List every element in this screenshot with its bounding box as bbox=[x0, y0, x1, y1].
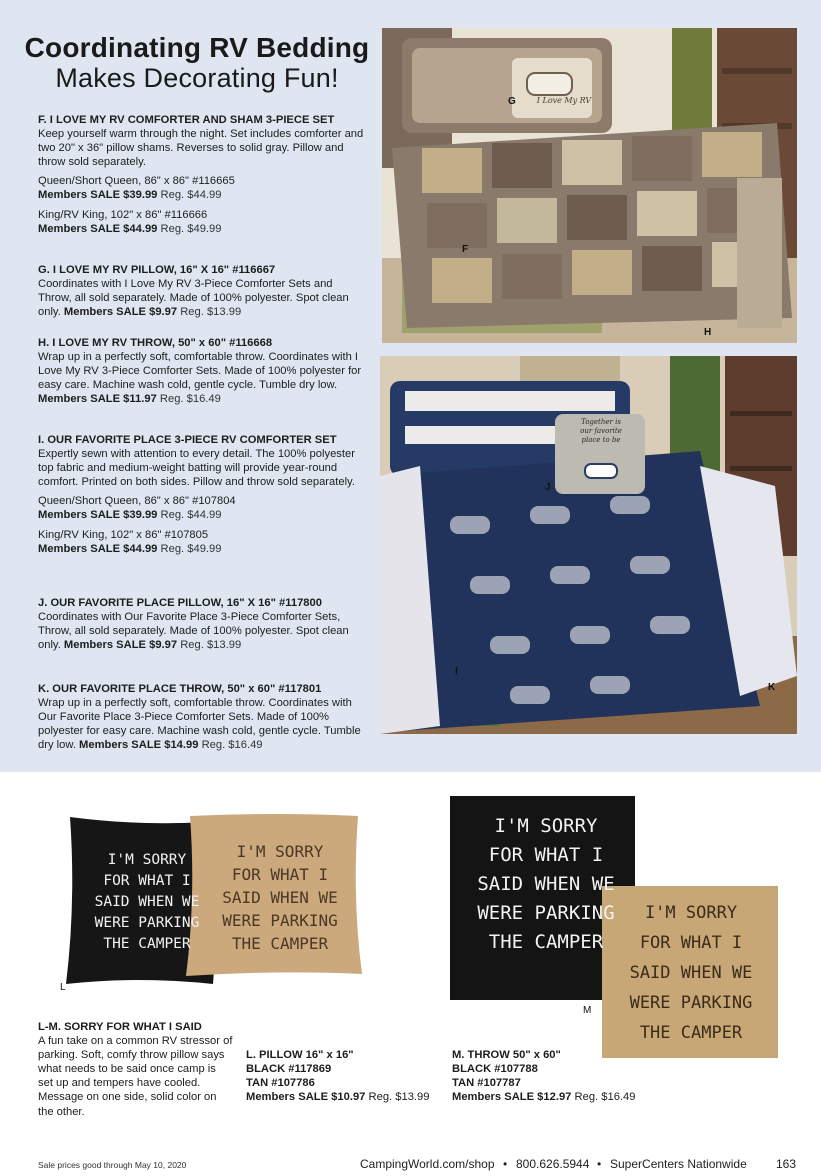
pillow-pricing bbox=[246, 1048, 446, 1104]
throw-pricing bbox=[452, 1048, 652, 1104]
regular-price: Reg. $13.99 bbox=[180, 639, 242, 652]
throw-title: M. THROW 50" x 60" bbox=[452, 1049, 561, 1061]
item-h bbox=[38, 336, 368, 406]
bed-illustration-favorite-place bbox=[380, 356, 797, 734]
item-k bbox=[38, 682, 368, 752]
footer-centers: SuperCenters Nationwide bbox=[610, 1157, 747, 1171]
item-title: G. I LOVE MY RV PILLOW, 16" X 16" #116667 bbox=[38, 264, 276, 276]
headline-line1: Coordinating RV Bedding bbox=[24, 32, 370, 63]
regular-price: Reg. $16.49 bbox=[201, 739, 263, 752]
item-size: King/RV King, 102" x 86" #116666 bbox=[38, 208, 208, 221]
members-price: Members SALE $12.97 bbox=[452, 1091, 572, 1104]
members-price: Members SALE $44.99 bbox=[38, 222, 158, 235]
page-number: 163 bbox=[776, 1157, 797, 1171]
regular-price: Reg. $44.99 bbox=[160, 509, 222, 522]
members-price: Members SALE $9.97 bbox=[63, 306, 178, 319]
item-title: I. OUR FAVORITE PLACE 3-PIECE RV COMFORTER SET bbox=[38, 434, 337, 446]
item-size: Queen/Short Queen, 86" x 86" #107804 bbox=[38, 495, 236, 508]
photo-sorry-pillows bbox=[58, 812, 368, 990]
pillow-tan-text: I'M SORRY FOR WHAT I SAID WHEN WE WERE PARKING THE CAMPER bbox=[222, 842, 338, 953]
footer-bullet: • bbox=[597, 1157, 602, 1171]
members-price: Members SALE $10.97 bbox=[246, 1091, 366, 1104]
footer-phone[interactable]: 800.626.5944 bbox=[516, 1157, 590, 1171]
pillow-black-text: I'M SORRY FOR WHAT I SAID WHEN WE WERE PARKING THE CAMPER bbox=[94, 852, 200, 952]
item-desc: Wrap up in a perfectly soft, comfortable throw. Coordinates with I Love My RV 3-Piece Comforter Sets. Made of 100% polyester for easy care. Machine wash cold, gentle cycle. Tumble dry low. bbox=[38, 351, 362, 392]
item-desc: Keep yourself warm through the night. Set includes comforter and two 20" x 36" pillow shams. Reverses to solid gray. Pillow and throw sold separately. bbox=[38, 128, 364, 169]
photo-our-favorite-place-bed bbox=[380, 356, 797, 734]
throw-black-sku: BLACK #107788 bbox=[452, 1063, 538, 1076]
item-title: H. I LOVE MY RV THROW, 50" x 60" #116668 bbox=[38, 337, 273, 349]
item-desc: Expertly sewn with attention to every detail. The 100% polyester top fabric and medium-weight batting will provide year-round comfort. Printed on both sides. Pillow and throw sold separately. bbox=[38, 448, 355, 489]
page-headline bbox=[22, 32, 372, 94]
item-title: F. I LOVE MY RV COMFORTER AND SHAM 3-PIECE SET bbox=[38, 114, 335, 126]
members-price: Members SALE $9.97 bbox=[63, 639, 178, 652]
headline-line2: Makes Decorating Fun! bbox=[55, 63, 339, 93]
photo-sorry-throws bbox=[450, 794, 780, 1062]
pillow-title: L. PILLOW 16" x 16" bbox=[246, 1049, 354, 1061]
sorry-desc: A fun take on a common RV stressor of parking. Soft, comfy throw pillow says what needs to be said once camp is set up and tempers have cooled. Message on one side, solid color on the other. bbox=[38, 1035, 233, 1118]
pillow-j-text: Together is our favorite place to be bbox=[580, 418, 622, 444]
sorry-title: L-M. SORRY FOR WHAT I SAID bbox=[38, 1021, 202, 1033]
item-f bbox=[38, 113, 368, 236]
regular-price: Reg. $16.49 bbox=[159, 393, 221, 406]
sale-disclaimer: Sale prices good through May 10, 2020 bbox=[38, 1160, 187, 1170]
item-size: King/RV King, 102" x 86" #107805 bbox=[38, 528, 209, 541]
pillow-black-sku: BLACK #117869 bbox=[246, 1063, 332, 1076]
label-f: F bbox=[462, 244, 469, 255]
label-h: H bbox=[704, 327, 712, 338]
members-price: Members SALE $39.99 bbox=[38, 189, 158, 202]
label-g: G bbox=[508, 96, 516, 107]
throw-tan-sku: TAN #107787 bbox=[452, 1077, 521, 1090]
throw-tan-text: I'M SORRY FOR WHAT I SAID WHEN WE WERE PARKING THE CAMPER bbox=[629, 903, 753, 1043]
footer-bullet: • bbox=[503, 1157, 508, 1171]
label-m: M bbox=[583, 1005, 592, 1016]
label-j: J bbox=[545, 482, 551, 493]
item-size: Queen/Short Queen, 86" x 86" #116665 bbox=[38, 175, 235, 188]
item-j bbox=[38, 596, 368, 652]
bed-illustration-rv bbox=[382, 28, 797, 343]
item-title: K. OUR FAVORITE PLACE THROW, 50" x 60" #117801 bbox=[38, 683, 322, 695]
throw-black-text: I'M SORRY FOR WHAT I SAID WHEN WE WERE PARKING THE CAMPER bbox=[477, 815, 615, 953]
regular-price: Reg. $16.49 bbox=[574, 1091, 636, 1104]
regular-price: Reg. $49.99 bbox=[160, 542, 222, 555]
photo-i-love-my-rv-bed bbox=[382, 28, 797, 343]
label-i: I bbox=[455, 666, 458, 677]
members-price: Members SALE $11.97 bbox=[38, 393, 157, 406]
pillow-tan-sku: TAN #107786 bbox=[246, 1077, 315, 1090]
item-title: J. OUR FAVORITE PLACE PILLOW, 16" X 16" #117800 bbox=[38, 597, 322, 609]
label-l: L bbox=[60, 982, 66, 993]
regular-price: Reg. $44.99 bbox=[160, 189, 222, 202]
members-price: Members SALE $14.99 bbox=[79, 739, 199, 752]
sorry-description bbox=[38, 1020, 233, 1119]
label-k: K bbox=[768, 682, 776, 693]
members-price: Members SALE $44.99 bbox=[38, 542, 158, 555]
item-desc: Wrap up in a perfectly soft, comfortable throw. Coordinates with Our Favorite Place 3-Piece Comforter Sets. Made of 100% polyester for easy care. Machine wash cold, gentle cycle. Tumble dry low. bbox=[38, 697, 361, 752]
members-price: Members SALE $39.99 bbox=[38, 509, 158, 522]
item-desc: Coordinates with I Love My RV 3-Piece Comforter Sets and Throw, all sold separately. Made of 100% polyester. Spot clean only. bbox=[38, 278, 349, 319]
regular-price: Reg. $49.99 bbox=[160, 222, 222, 235]
footer-site-link[interactable]: CampingWorld.com/shop bbox=[360, 1157, 495, 1171]
item-i bbox=[38, 433, 368, 556]
pillow-g-text: I Love My RV bbox=[536, 96, 592, 105]
regular-price: Reg. $13.99 bbox=[368, 1091, 430, 1104]
item-g bbox=[38, 263, 368, 319]
item-desc: Coordinates with Our Favorite Place 3-Piece Comforter Sets, Throw, all sold separately. Made of 100% polyester. Spot clean only. bbox=[38, 611, 349, 652]
regular-price: Reg. $13.99 bbox=[180, 306, 242, 319]
